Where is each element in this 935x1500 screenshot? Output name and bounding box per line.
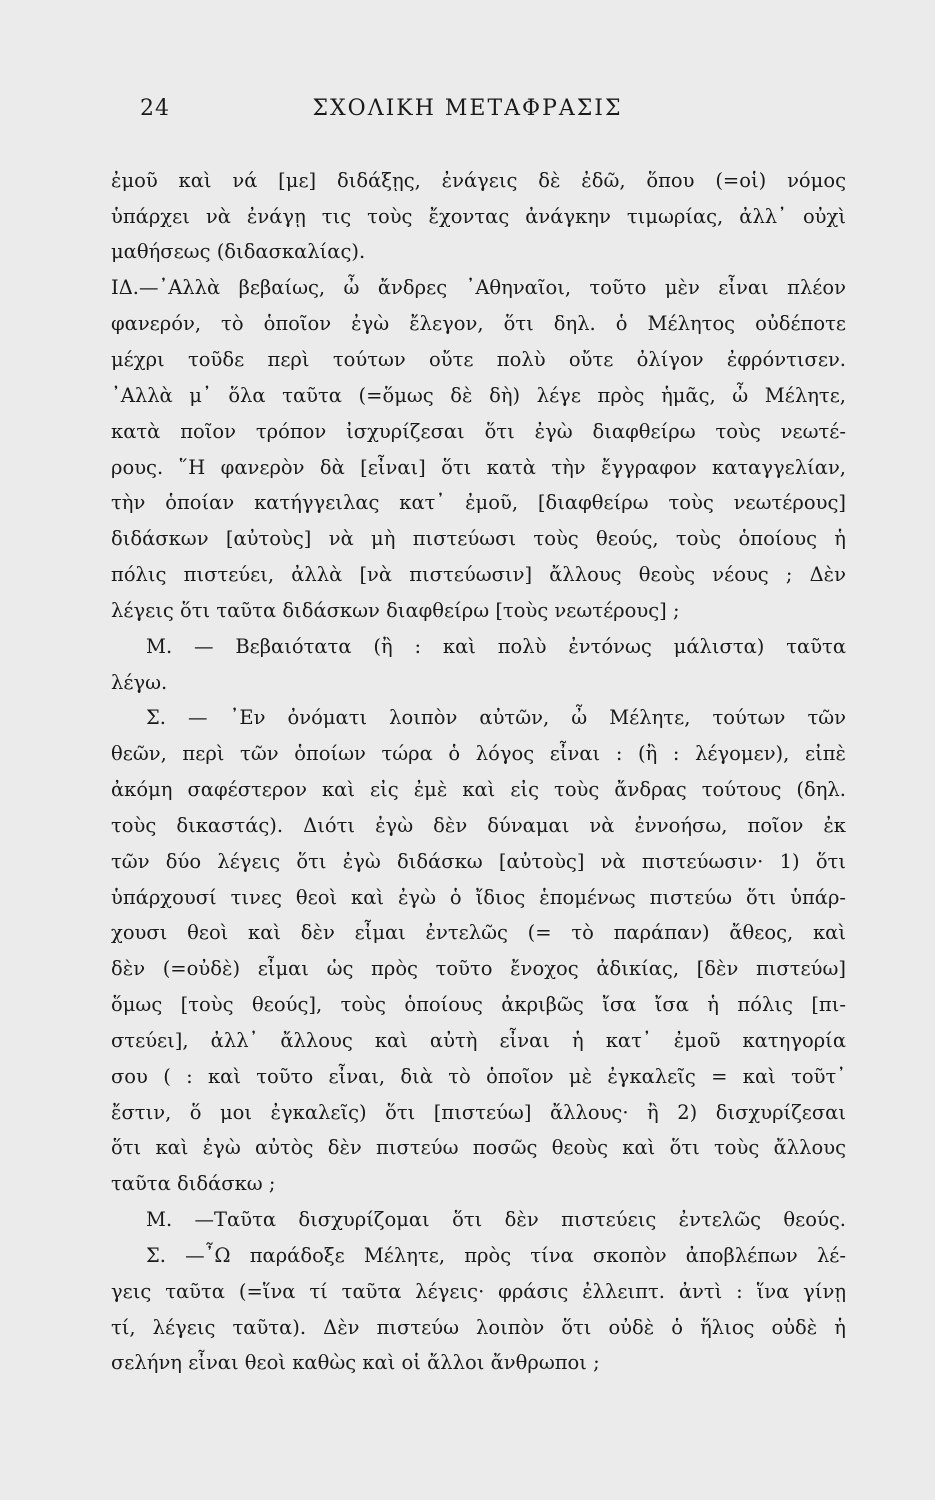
text-line: φανερόν, τὸ ὁποῖον ἐγὼ ἔλεγον, ὅτι δηλ. ὁ Μέλητος οὐδέποτε	[111, 312, 846, 335]
text-line: μαθήσεως (διδασκαλίας).	[111, 240, 366, 263]
text-line: σου ( : καὶ τοῦτο εἶναι, διὰ τὸ ὁποῖον μὲ ἐγκαλεῖς = καὶ τοῦτ᾽	[111, 1065, 846, 1088]
text-line: ὅτι καὶ ἐγὼ αὐτὸς δὲν πιστεύω ποσῶς θεοὺς καὶ ὅτι τοὺς ἄλλους	[111, 1136, 846, 1159]
text-line: ΙΔ.—᾽Αλλὰ βεβαίως, ὦ ἄνδρες ᾽Αθηναῖοι, τοῦτο μὲν εἶναι πλέον	[111, 276, 846, 299]
text-line: ταῦτα διδάσκω ;	[111, 1172, 276, 1195]
text-line: τῶν δύο λέγεις ὅτι ἐγὼ διδάσκω [αὐτοὺς] νὰ πιστεύωσιν· 1) ὅτι	[111, 850, 846, 873]
text-line: γεις ταῦτα (=ἵνα τί ταῦτα λέγεις· φράσις ἐλλειπτ. ἀντὶ : ἵνα γίνῃ	[111, 1280, 846, 1303]
text-line: σελήνη εἶναι θεοὶ καθὼς καὶ οἱ ἄλλοι ἄνθρωποι ;	[111, 1351, 600, 1374]
text-line: στεύει], ἀλλ᾽ ἄλλους καὶ αὐτὴ εἶναι ἡ κατ᾽ ἐμοῦ κατηγορία	[111, 1029, 846, 1052]
page-header	[0, 96, 935, 136]
text-line: μέχρι τοῦδε περὶ τούτων οὔτε πολὺ οὔτε ὀλίγον ἐφρόντισεν.	[111, 348, 846, 371]
text-line: τοὺς δικαστάς). Διότι ἐγὼ δὲν δύναμαι νὰ ἐννοήσω, ποῖον ἐκ	[111, 814, 846, 837]
text-line: ἀκόμη σαφέστερον καὶ εἰς ἐμὲ καὶ εἰς τοὺς ἄνδρας τούτους (δηλ.	[111, 778, 846, 801]
text-line: ρους. ῞Η φανερὸν δὰ [εἶναι] ὅτι κατὰ τὴν ἔγγραφον καταγγελίαν,	[111, 456, 846, 479]
text-line: ἔστιν, ὅ μοι ἐγκαλεῖς) ὅτι [πιστεύω] ἄλλους· ἢ 2) δισχυρίζεσαι	[111, 1101, 846, 1124]
text-line: λέγω.	[111, 671, 168, 694]
text-line: λέγεις ὅτι ταῦτα διδάσκων διαφθείρω [τοὺς νεωτέρους] ;	[111, 599, 680, 622]
text-line: θεῶν, περὶ τῶν ὁποίων τώρα ὁ λόγος εἶναι : (ἢ : λέγομεν), εἰπὲ	[111, 742, 846, 765]
text-line: διδάσκων [αὐτοὺς] νὰ μὴ πιστεύωσι τοὺς θεούς, τοὺς ὁποίους ἡ	[111, 527, 846, 550]
text-line: δὲν (=οὐδὲ) εἶμαι ὡς πρὸς τοῦτο ἔνοχος ἀδικίας, [δὲν πιστεύω]	[111, 957, 846, 980]
text-line: ὑπάρχουσί τινες θεοὶ καὶ ἐγὼ ὁ ἴδιος ἑπομένως πιστεύω ὅτι ὑπάρ-	[111, 886, 846, 909]
page-number: 24	[140, 96, 170, 121]
text-line: ἐμοῦ καὶ νά [με] διδάξῃς, ἐνάγεις δὲ ἐδῶ, ὅπου (=οἱ) νόμος	[111, 169, 846, 192]
running-title: ΣΧΟΛΙΚΗ ΜΕΤΑΦΡΑΣΙΣ	[312, 96, 623, 121]
text-line: χουσι θεοὶ καὶ δὲν εἶμαι ἐντελῶς (= τὸ παράπαν) ἄθεος, καὶ	[111, 921, 846, 944]
text-line: Σ. — ᾽Εν ὀνόματι λοιπὸν αὐτῶν, ὦ Μέλητε, τούτων τῶν	[146, 706, 846, 729]
text-line: Μ. —Ταῦτα δισχυρίζομαι ὅτι δὲν πιστεύεις ἐντελῶς θεούς.	[146, 1208, 846, 1231]
text-line: Μ. — Βεβαιότατα (ἢ : καὶ πολὺ ἐντόνως μάλιστα) ταῦτα	[146, 635, 846, 658]
text-line: ὅμως [τοὺς θεούς], τοὺς ὁποίους ἀκριβῶς ἴσα ἴσα ἡ πόλις [πι-	[111, 993, 846, 1016]
text-line: τὴν ὁποίαν κατήγγειλας κατ᾽ ἐμοῦ, [διαφθείρω τοὺς νεωτέρους]	[111, 491, 846, 514]
text-line: κατὰ ποῖον τρόπον ἰσχυρίζεσαι ὅτι ἐγὼ διαφθείρω τοὺς νεωτέ-	[111, 420, 846, 443]
text-line: ᾽Αλλὰ μ᾽ ὅλα ταῦτα (=ὅμως δὲ δὴ) λέγε πρὸς ἡμᾶς, ὦ Μέλητε,	[111, 384, 846, 407]
text-line: ὑπάρχει νὰ ἐνάγῃ τις τοὺς ἔχοντας ἀνάγκην τιμωρίας, ἀλλ᾽ οὐχὶ	[111, 205, 846, 228]
text-line: πόλις πιστεύει, ἀλλὰ [νὰ πιστεύωσιν] ἄλλους θεοὺς νέους ; Δὲν	[111, 563, 846, 586]
text-line: τί, λέγεις ταῦτα). Δὲν πιστεύω λοιπὸν ὅτι οὐδὲ ὁ ἥλιος οὐδὲ ἡ	[111, 1316, 846, 1339]
text-line: Σ. —῏Ω παράδοξε Μέλητε, πρὸς τίνα σκοπὸν ἀποβλέπων λέ-	[146, 1244, 846, 1267]
